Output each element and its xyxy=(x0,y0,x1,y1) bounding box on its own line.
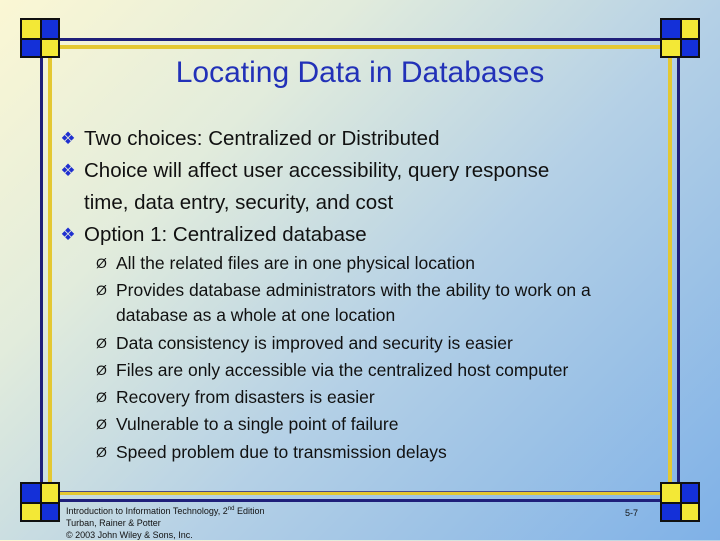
slide-title: Locating Data in Databases xyxy=(175,56,545,89)
arrow-bullet-icon: Ø xyxy=(96,444,107,460)
sub-bullet-text: Vulnerable to a single point of failure xyxy=(116,414,399,434)
bullet-text: Choice will affect user accessibility, query response xyxy=(84,159,550,182)
arrow-bullet-icon: Ø xyxy=(96,255,107,271)
footer-line-3: © 2003 John Wiley & Sons, Inc. xyxy=(66,530,193,540)
bullet-item xyxy=(58,224,367,251)
sub-bullet-text: Files are only accessible via the centralized host computer xyxy=(116,360,569,380)
diamond-bullet-icon: ❖ xyxy=(60,225,76,244)
arrow-bullet-icon: Ø xyxy=(96,389,107,405)
sub-bullet-text: Data consistency is improved and security is easier xyxy=(116,333,513,353)
corner-decoration-top-left xyxy=(20,18,60,58)
sub-bullet-text: Provides database administrators with the ability to work on a xyxy=(116,280,591,300)
bullet-text: Option 1: Centralized database xyxy=(84,223,367,246)
footer-divider xyxy=(60,491,660,492)
arrow-bullet-icon: Ø xyxy=(96,335,107,351)
arrow-bullet-icon: Ø xyxy=(96,362,107,378)
diamond-bullet-icon: ❖ xyxy=(60,129,76,148)
sub-bullet-item xyxy=(96,439,447,465)
footer-line-2: Turban, Rainer & Potter xyxy=(66,518,161,528)
diamond-bullet-icon: ❖ xyxy=(60,161,76,180)
corner-decoration-bottom-right xyxy=(660,482,700,522)
corner-decoration-bottom-left xyxy=(20,482,60,522)
footer-line-1: Introduction to Information Technology, 2nd Edition xyxy=(66,506,265,516)
sub-bullet-item xyxy=(96,411,398,437)
sub-bullet-item xyxy=(96,330,513,356)
footer-citation xyxy=(66,503,265,541)
arrow-bullet-icon: Ø xyxy=(96,282,107,298)
sub-bullet-item xyxy=(96,277,591,303)
arrow-bullet-icon: Ø xyxy=(96,416,107,432)
bullet-text: Two choices: Centralized or Distributed xyxy=(84,127,440,150)
sub-bullet-item xyxy=(96,384,375,410)
sub-bullet-text: Recovery from disasters is easier xyxy=(116,387,375,407)
bullet-text-continuation: time, data entry, security, and cost xyxy=(84,191,394,214)
sub-bullet-text: Speed problem due to transmission delays xyxy=(116,442,447,462)
bullet-item xyxy=(58,160,549,187)
sub-bullet-item xyxy=(96,357,568,383)
corner-decoration-top-right xyxy=(660,18,700,58)
sub-bullet-text-continuation: database as a whole at one location xyxy=(116,305,396,325)
sub-bullet-item xyxy=(96,250,475,276)
page-number: 5-7 xyxy=(625,508,639,518)
sub-bullet-text: All the related files are in one physical location xyxy=(116,253,475,273)
bullet-item xyxy=(58,128,440,155)
